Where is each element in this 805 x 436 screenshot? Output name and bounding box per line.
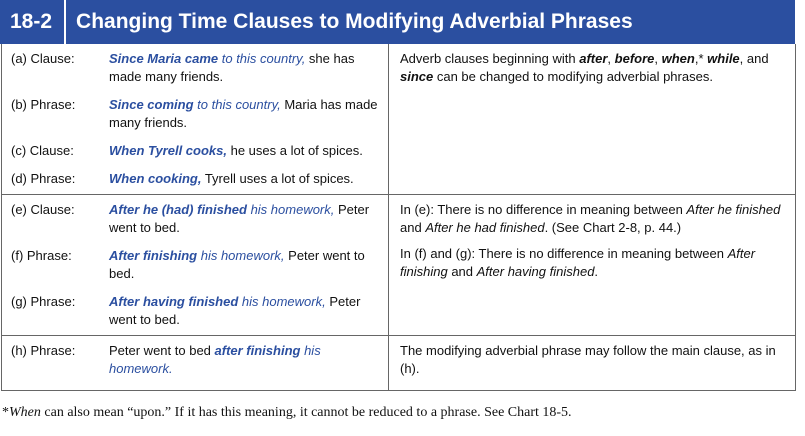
example-group	[2, 194, 795, 335]
text-run: ,*	[694, 51, 708, 66]
text-run: .	[594, 264, 599, 279]
example-label: (f) Phrase:	[11, 248, 72, 263]
example-row	[2, 142, 388, 160]
text-run: to this country,	[193, 97, 281, 112]
text-run: When	[9, 405, 41, 420]
text-run: when	[661, 51, 695, 66]
text-run: he uses a lot of spices.	[227, 143, 363, 158]
explanation-note	[400, 342, 785, 378]
text-run: Peter went to bed.	[109, 294, 361, 327]
example-row	[2, 50, 388, 86]
text-run: In (f) and (g): There is no difference in meaning between	[400, 246, 728, 261]
text-run: since	[400, 69, 434, 84]
text-run: When cooking,	[109, 171, 202, 186]
text-run: , and	[739, 51, 769, 66]
text-run: Peter went to bed.	[109, 202, 370, 235]
text-run: *	[2, 405, 9, 420]
example-row	[2, 170, 388, 188]
text-run: and	[400, 220, 426, 235]
explanation-note	[400, 50, 785, 86]
text-run: after finishing	[214, 343, 301, 358]
examples-column	[2, 336, 389, 390]
example-row	[2, 247, 388, 283]
examples-column	[2, 195, 389, 335]
text-run: while	[707, 51, 740, 66]
text-run: his homework,	[246, 202, 335, 217]
text-run: his homework,	[238, 294, 326, 309]
text-run: When Tyrell cooks,	[109, 143, 227, 158]
text-run: After he had finished	[425, 220, 545, 235]
example-sentence	[109, 293, 383, 329]
explanation-column	[389, 336, 795, 390]
text-run: After finishing	[400, 246, 756, 279]
example-label: (b) Phrase:	[11, 97, 76, 112]
text-run: can also mean “upon.” If it has this meaning, it cannot be reduced to a phrase. See Chart 18-5.	[40, 405, 572, 420]
text-run: In (e): There is no difference in meaning between	[400, 202, 687, 217]
examples-column	[2, 44, 389, 194]
text-run: Peter went to bed	[109, 343, 215, 358]
text-run: his homework,	[197, 248, 285, 263]
text-run: before	[614, 51, 655, 66]
text-run: and	[447, 264, 477, 279]
text-run: ,	[654, 51, 662, 66]
text-run: his homework.	[109, 343, 321, 376]
example-sentence	[109, 142, 383, 160]
examples-table	[1, 44, 796, 391]
example-label: (e) Clause:	[11, 202, 75, 217]
explanation-note	[400, 245, 785, 281]
example-group	[2, 335, 795, 390]
example-group	[2, 44, 795, 194]
example-label: (h) Phrase:	[11, 343, 76, 358]
text-run: . (See Chart 2-8, p. 44.)	[544, 220, 682, 235]
example-sentence	[109, 342, 383, 378]
example-sentence	[109, 247, 383, 283]
text-run: Since Maria came	[109, 51, 219, 66]
example-row	[2, 293, 388, 329]
text-run: to this country,	[218, 51, 306, 66]
text-run: Tyrell uses a lot of spices.	[201, 171, 354, 186]
chart-title: Changing Time Clauses to Modifying Adverbial Phrases	[76, 10, 633, 33]
example-sentence	[109, 96, 383, 132]
explanation-column	[389, 195, 795, 335]
text-run: ,	[607, 51, 615, 66]
text-run: after	[579, 51, 608, 66]
text-run: After he finished	[686, 202, 781, 217]
text-run: Since coming	[109, 97, 194, 112]
chart-number: 18-2	[0, 0, 66, 44]
text-run: can be changed to modifying adverbial phrases.	[433, 69, 713, 84]
example-label: (c) Clause:	[11, 143, 74, 158]
text-run: After having finished	[476, 264, 595, 279]
example-row	[2, 96, 388, 132]
example-row	[2, 342, 388, 378]
example-sentence	[109, 50, 383, 86]
text-run: The modifying adverbial phrase may follow the main clause, as in (h).	[400, 343, 776, 376]
footnote	[2, 405, 797, 421]
text-run: Peter went to bed.	[109, 248, 365, 281]
text-run: Adverb clauses beginning with	[400, 51, 580, 66]
text-run: she has made many friends.	[109, 51, 355, 84]
text-run: After he (had) finished	[109, 202, 247, 217]
explanation-note	[400, 201, 785, 237]
example-label: (d) Phrase:	[11, 171, 76, 186]
example-row	[2, 201, 388, 237]
text-run: After having finished	[109, 294, 239, 309]
example-label: (g) Phrase:	[11, 294, 76, 309]
example-sentence	[109, 170, 383, 188]
example-sentence	[109, 201, 383, 237]
example-label: (a) Clause:	[11, 51, 75, 66]
explanation-column	[389, 44, 795, 194]
chart-header	[0, 0, 795, 44]
text-run: Maria has made many friends.	[109, 97, 378, 130]
text-run: After finishing	[109, 248, 198, 263]
